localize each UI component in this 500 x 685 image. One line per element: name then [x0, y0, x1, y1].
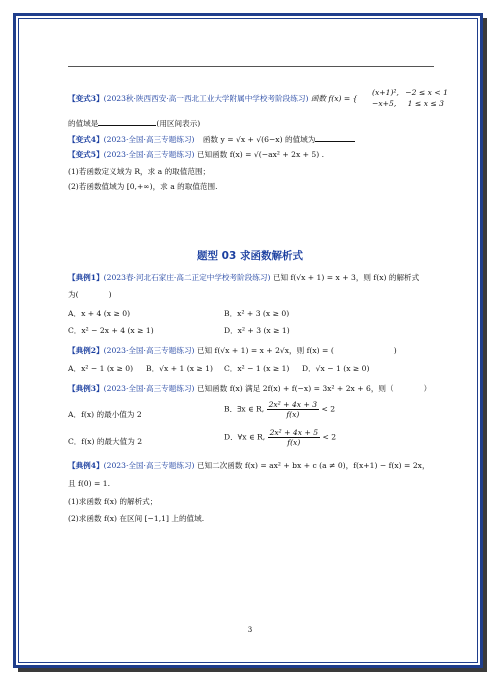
e3-option-b-post: < 2	[321, 404, 336, 414]
e1-option-d[interactable]: D．x² + 3 (x ≥ 1)	[224, 326, 290, 335]
q3-source: (2023秋·陕西西安·高一西北工业大学附属中学校考阶段练习)	[103, 94, 309, 103]
e1-stem: 已知 f(√x + 1) = x + 3，则 f(x) 的解析式	[272, 273, 420, 282]
e1-stem2: 为(	[68, 290, 79, 299]
q3-line	[68, 94, 357, 104]
e1-line2	[68, 290, 112, 300]
section-title: 题型 03 求函数解析式	[197, 250, 303, 262]
e4-line	[68, 461, 430, 471]
q3-piece2-cond: 1 ≤ x ≤ 3	[407, 99, 444, 108]
e1-stem2-end: )	[108, 290, 112, 299]
e2-tag: 【典例2】	[68, 346, 104, 355]
q5-stem: 已知函数 f(x) = √(−ax² + 2x + 5) .	[196, 150, 325, 159]
page-shadow-bottom	[18, 668, 487, 672]
q3-piece2	[372, 99, 444, 108]
q3-tail-post: (用区间表示)	[156, 119, 201, 128]
e1-option-b[interactable]: B．x² + 3 (x ≥ 0)	[224, 309, 290, 318]
q5-tag: 【变式5】	[68, 150, 104, 159]
page-number: 3	[247, 626, 253, 634]
q3-tail	[68, 117, 200, 129]
e2-option-a[interactable]: A．x² − 1 (x ≥ 0)	[68, 364, 134, 373]
e3-option-d[interactable]	[224, 428, 336, 447]
q3-tag: 【变式3】	[68, 94, 104, 103]
e4-sub2: (2)求函数 f(x) 在区间 [−1,1] 上的值域.	[68, 514, 205, 523]
q4-line	[68, 133, 355, 145]
q5-sub2: (2)若函数值域为 [0,+∞)，求 a 的取值范围.	[68, 182, 218, 191]
e3-option-b-numerator: 2x² + 4x + 3	[268, 400, 318, 409]
e4-stem2: 且 f(0) = 1.	[68, 479, 111, 488]
q4-tag: 【变式4】	[68, 135, 104, 144]
e4-tag: 【典例4】	[68, 461, 104, 470]
e1-tag: 【典例1】	[68, 273, 104, 282]
e3-option-c[interactable]: C．f(x) 的最大值为 2	[68, 437, 143, 446]
header-rule	[68, 66, 434, 67]
q3-answer-blank[interactable]	[98, 117, 156, 126]
e3-stem-end: ）	[423, 384, 432, 393]
q4-stem: 函数 y = √x + √(6−x) 的值域为	[202, 135, 316, 144]
e2-stem-end: )	[393, 346, 397, 355]
e3-option-d-post: < 2	[322, 432, 337, 442]
e4-stem: 已知二次函数 f(x) = ax² + bx + c (a ≠ 0)，f(x+1) − f(x) = 2x，	[196, 461, 430, 470]
e3-option-b-fraction	[267, 400, 319, 419]
e3-option-d-pre: D．∀x ∈ R,	[224, 432, 266, 442]
e3-tag: 【典例3】	[68, 384, 104, 393]
q3-stem: 函数 f(x) = {	[310, 94, 358, 103]
page-shadow-right	[483, 18, 487, 671]
e3-stem: 已知函数 f(x) 满足 2f(x) + f(−x) = 3x² + 2x + 6，则（	[196, 384, 394, 393]
e3-option-d-denominator: f(x)	[287, 438, 301, 447]
q5-sub1: (1)若函数定义域为 R，求 a 的取值范围；	[68, 167, 211, 176]
e2-option-c[interactable]: C．x² − 1 (x ≥ 1)	[224, 364, 290, 373]
e3-option-a[interactable]: A．f(x) 的最小值为 2	[68, 410, 142, 419]
e3-option-d-numerator: 2x² + 4x + 5	[269, 428, 319, 437]
e2-line	[68, 346, 397, 356]
e2-option-d[interactable]: D．√x − 1 (x ≥ 0)	[302, 364, 370, 373]
e2-option-b[interactable]: B．√x + 1 (x ≥ 1)	[146, 364, 213, 373]
e3-line	[68, 384, 431, 394]
q3-tail-pre: 的值域是	[68, 119, 99, 128]
e3-option-b-denominator: f(x)	[286, 410, 300, 419]
q3-piece1	[372, 88, 448, 97]
e2-source: (2023·全国·高三专题练习)	[103, 346, 195, 355]
e1-line	[68, 273, 419, 283]
e3-option-b-pre: B．∃x ∈ R,	[224, 404, 265, 414]
e1-source: (2023春·河北石家庄·高二正定中学校考阶段练习)	[103, 273, 271, 282]
e3-source: (2023·全国·高三专题练习)	[103, 384, 195, 393]
q3-piece2-expr: −x+5,	[372, 99, 399, 108]
page-border-inner	[18, 18, 478, 663]
q4-answer-blank[interactable]	[315, 133, 355, 142]
q3-piece1-cond: −2 ≤ x < 1	[405, 88, 448, 97]
q3-piece1-expr: (x+1)²,	[372, 88, 402, 97]
e1-option-c[interactable]: C．x² − 2x + 4 (x ≥ 1)	[68, 326, 154, 335]
e2-stem: 已知 f(√x + 1) = x + 2√x，则 f(x) = (	[196, 346, 334, 355]
e4-sub1: (1)求函数 f(x) 的解析式；	[68, 497, 158, 506]
q5-source: (2023·全国·高三专题练习)	[103, 150, 195, 159]
e3-option-d-fraction	[268, 428, 320, 447]
e4-source: (2023·全国·高三专题练习)	[103, 461, 195, 470]
q4-source: (2023·全国·高三专题练习)	[103, 135, 195, 144]
e1-option-a[interactable]: A．x + 4 (x ≥ 0)	[68, 309, 131, 318]
q5-line	[68, 150, 324, 160]
e3-option-b[interactable]	[224, 400, 335, 419]
